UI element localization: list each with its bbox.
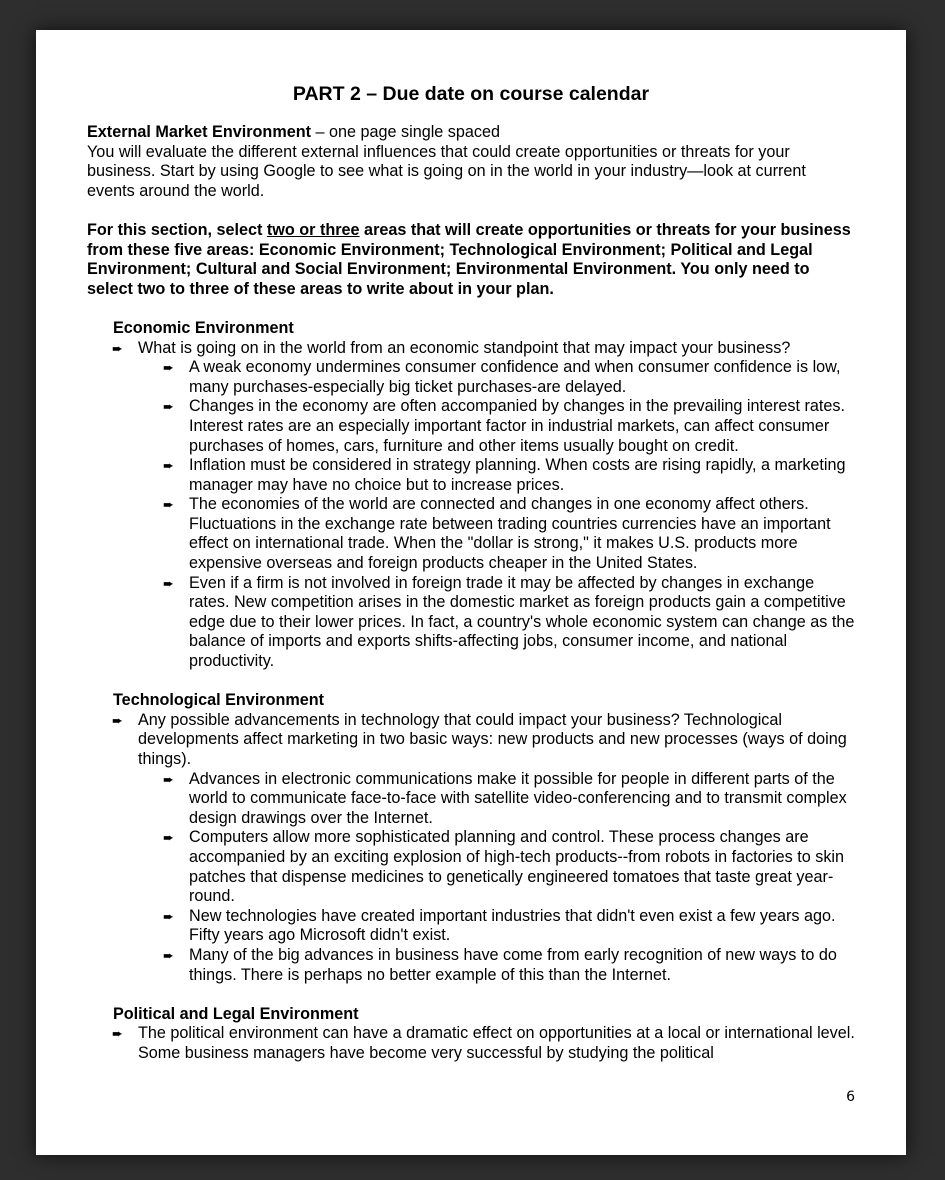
arrow-bullet-icon: ➨ <box>112 340 123 356</box>
sub-bullet-item <box>87 574 855 672</box>
page-title: PART 2 – Due date on course calendar <box>292 83 650 105</box>
arrow-bullet-icon: ➨ <box>163 360 174 376</box>
sub-bullet-text: Inflation must be considered in strategy planning. When costs are rising rapidly, a marketing manager may have no choice but to increase prices. <box>189 456 846 494</box>
arrow-bullet-icon: ➨ <box>163 947 174 963</box>
intro-heading-line <box>87 123 855 143</box>
arrow-bullet-icon: ➨ <box>163 458 174 474</box>
sub-bullet-item <box>87 946 855 985</box>
section-heading: Technological Environment <box>113 691 325 710</box>
intro-heading: External Market Environment <box>87 123 311 141</box>
section-political-legal <box>87 1005 855 1064</box>
sub-bullet-text: Computers allow more sophisticated planning and control. These process changes are accompanied by an exciting explosion of high-tech products--from robots in factories to skin patches that dispense medicines to genetically engineered tomatoes that taste great year-round. <box>189 828 845 906</box>
arrow-bullet-icon: ➨ <box>163 399 174 415</box>
sub-bullet-text: The economies of the world are connected and changes in one economy affect others. Fluctuations in the exchange rate between trading countries currencies have an important effect on international trade. When the "dollar is strong," it makes U.S. products more expensive overseas and foreign products cheaper in the United States. <box>189 495 831 573</box>
bullet-item <box>87 339 855 359</box>
sub-bullet-text: A weak economy undermines consumer confidence and when consumer confidence is low, many purchases-especially big ticket purchases-are delayed. <box>189 358 841 396</box>
section-heading: Political and Legal Environment <box>113 1004 359 1023</box>
sub-bullet-item <box>87 456 855 495</box>
arrow-bullet-icon: ➨ <box>163 830 174 846</box>
sub-bullet-text: Even if a firm is not involved in foreign trade it may be affected by changes in exchange rates. New competition arises in the domestic market as foreign products gain a competitive edge due to their lower prices. In fact, a country's whole economic system can change as the balance of imports and exports shifts-affecting jobs, consumer income, and national productivity. <box>189 573 855 671</box>
sub-bullet-text: Changes in the economy are often accompanied by changes in the prevailing interest rates. Interest rates are an especially important factor in industrial markets, can affect consumer purchases of homes, cars, furniture and other items usually bought on credit. <box>189 397 845 455</box>
sub-bullet-item <box>87 358 855 397</box>
bullet-text: The political environment can have a dramatic effect on opportunities at a local or international level. Some business managers have become very successful by studying the political <box>138 1024 855 1062</box>
arrow-bullet-icon: ➨ <box>163 497 174 513</box>
intro-body: You will evaluate the different external influences that could create opportunities or threats for your business. Start by using Google to see what is going on in the world in your industry—look at current events around the world. <box>87 142 806 200</box>
arrow-bullet-icon: ➨ <box>163 575 174 591</box>
instruction-underlined: two or three <box>266 220 360 239</box>
bullet-text: Any possible advancements in technology that could impact your business? Technological developments affect marketing in two basic ways: new products and new processes (ways of doing things). <box>138 710 847 768</box>
arrow-bullet-icon: ➨ <box>163 771 174 787</box>
section-economic <box>87 319 855 672</box>
instruction-before: For this section, select <box>87 220 267 239</box>
page-number: 6 <box>846 1089 855 1105</box>
sub-bullet-item <box>87 907 855 946</box>
instruction-after: areas that will create opportunities or threats for your business from these five areas: Economic Environment; Technological Environment; Political and Legal Environment; Cultural and Social Environment; Environmental Environment. You only need to select two to three of these areas to write about in your plan. <box>87 220 851 298</box>
page-content <box>87 82 855 1064</box>
sub-bullet-text: New technologies have created important industries that didn't even exist a few years ago. Fifty years ago Microsoft didn't exist. <box>189 906 836 945</box>
arrow-bullet-icon: ➨ <box>112 1026 123 1042</box>
arrow-bullet-icon: ➨ <box>163 908 174 924</box>
sub-bullet-text: Advances in electronic communications make it possible for people in different parts of the world to communicate face-to-face with satellite video-conferencing and to transmit complex design drawings over the Internet. <box>189 769 847 827</box>
sub-bullet-item <box>87 770 855 829</box>
section-technological <box>87 691 855 985</box>
sub-bullet-item <box>87 828 855 906</box>
sub-bullet-text: Many of the big advances in business have come from early recognition of new ways to do things. There is perhaps no better example of this than the Internet. <box>189 945 837 984</box>
bullet-text: What is going on in the world from an economic standpoint that may impact your business? <box>138 338 791 357</box>
section-heading: Economic Environment <box>113 318 294 337</box>
document-page <box>36 30 906 1155</box>
bullet-item <box>87 1024 855 1063</box>
instruction-paragraph <box>87 221 855 299</box>
arrow-bullet-icon: ➨ <box>112 712 123 728</box>
bullet-item <box>87 711 855 770</box>
intro-heading-suffix: – one page single spaced <box>311 123 501 141</box>
sub-bullet-item <box>87 495 855 573</box>
sub-bullet-item <box>87 397 855 456</box>
